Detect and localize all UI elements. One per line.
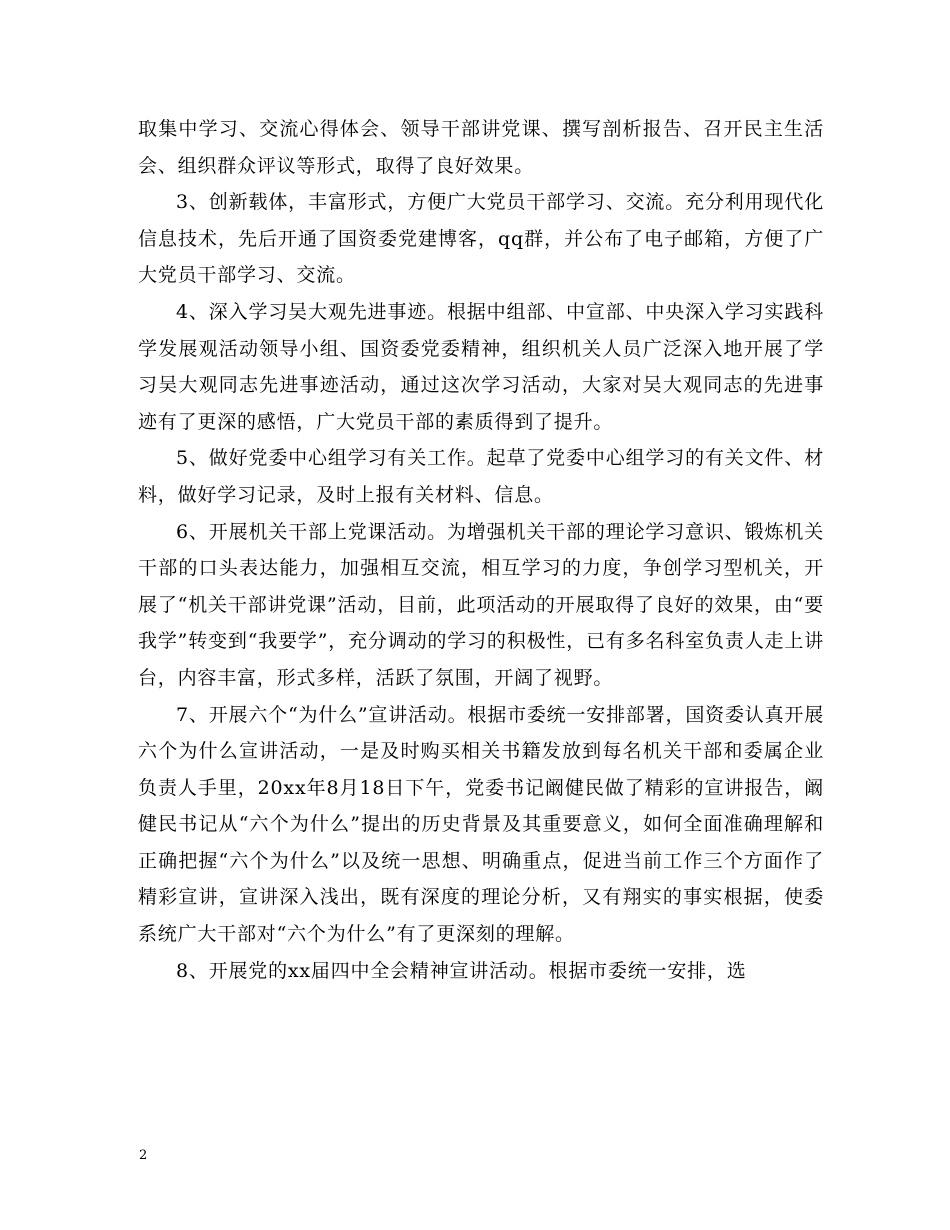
document-body <box>138 111 824 989</box>
page-number: 2 <box>139 1148 148 1163</box>
paragraph-item-6: 6、开展机关干部上党课活动。为增强机关干部的理论学习意识、锻炼机关干部的口头表达能力，加强相互交流，相互学习的力度，争创学习型机关，开展了“机关干部讲党课”活动，目前，此项活动的开展取得了良好的效果，由“要我学”转变到“我要学”，充分调动的学习的积极性，已有多名科室负责人走上讲台，内容丰富，形式多样，活跃了氛围，开阔了视野。 <box>138 520 824 689</box>
paragraph-item-3: 3、创新载体，丰富形式，方便广大党员干部学习、交流。充分利用现代化信息技术，先后开通了国资委党建博客，qq群，并公布了电子邮箱，方便了广大党员干部学习、交流。 <box>138 191 824 287</box>
paragraph-item-8: 8、开展党的xx届四中全会精神宣讲活动。根据市委统一安排，选 <box>176 959 747 982</box>
paragraph-item-7: 7、开展六个“为什么”宣讲活动。根据市委统一安排部署，国资委认真开展六个为什么宣讲活动，一是及时购买相关书籍发放到每名机关干部和委属企业负责人手里，20xx年8月18日下午，党委书记阚健民做了精彩的宣讲报告，阚健民书记从“六个为什么”提出的历史背景及其重要意义，如何全面准确理解和正确把握“六个为什么”以及统一思想、明确重点，促进当前工作三个方面作了精彩宣讲，宣讲深入浅出，既有深度的理论分析，又有翔实的事实根据，使委系统广大干部对“六个为什么”有了更深刻的理解。 <box>138 703 824 946</box>
paragraph-continuation: 取集中学习、交流心得体会、领导干部讲党课、撰写剖析报告、召开民主生活会、组织群众评议等形式，取得了良好效果。 <box>138 118 824 177</box>
paragraph-item-5: 5、做好党委中心组学习有关工作。起草了党委中心组学习的有关文件、材料，做好学习记录，及时上报有关材料、信息。 <box>138 447 824 506</box>
paragraph-item-4: 4、深入学习吴大观先进事迹。根据中组部、中宣部、中央深入学习实践科学发展观活动领导小组、国资委党委精神，组织机关人员广泛深入地开展了学习吴大观同志先进事迹活动，通过这次学习活动，大家对吴大观同志的先进事迹有了更深的感悟，广大党员干部的素质得到了提升。 <box>138 300 824 433</box>
